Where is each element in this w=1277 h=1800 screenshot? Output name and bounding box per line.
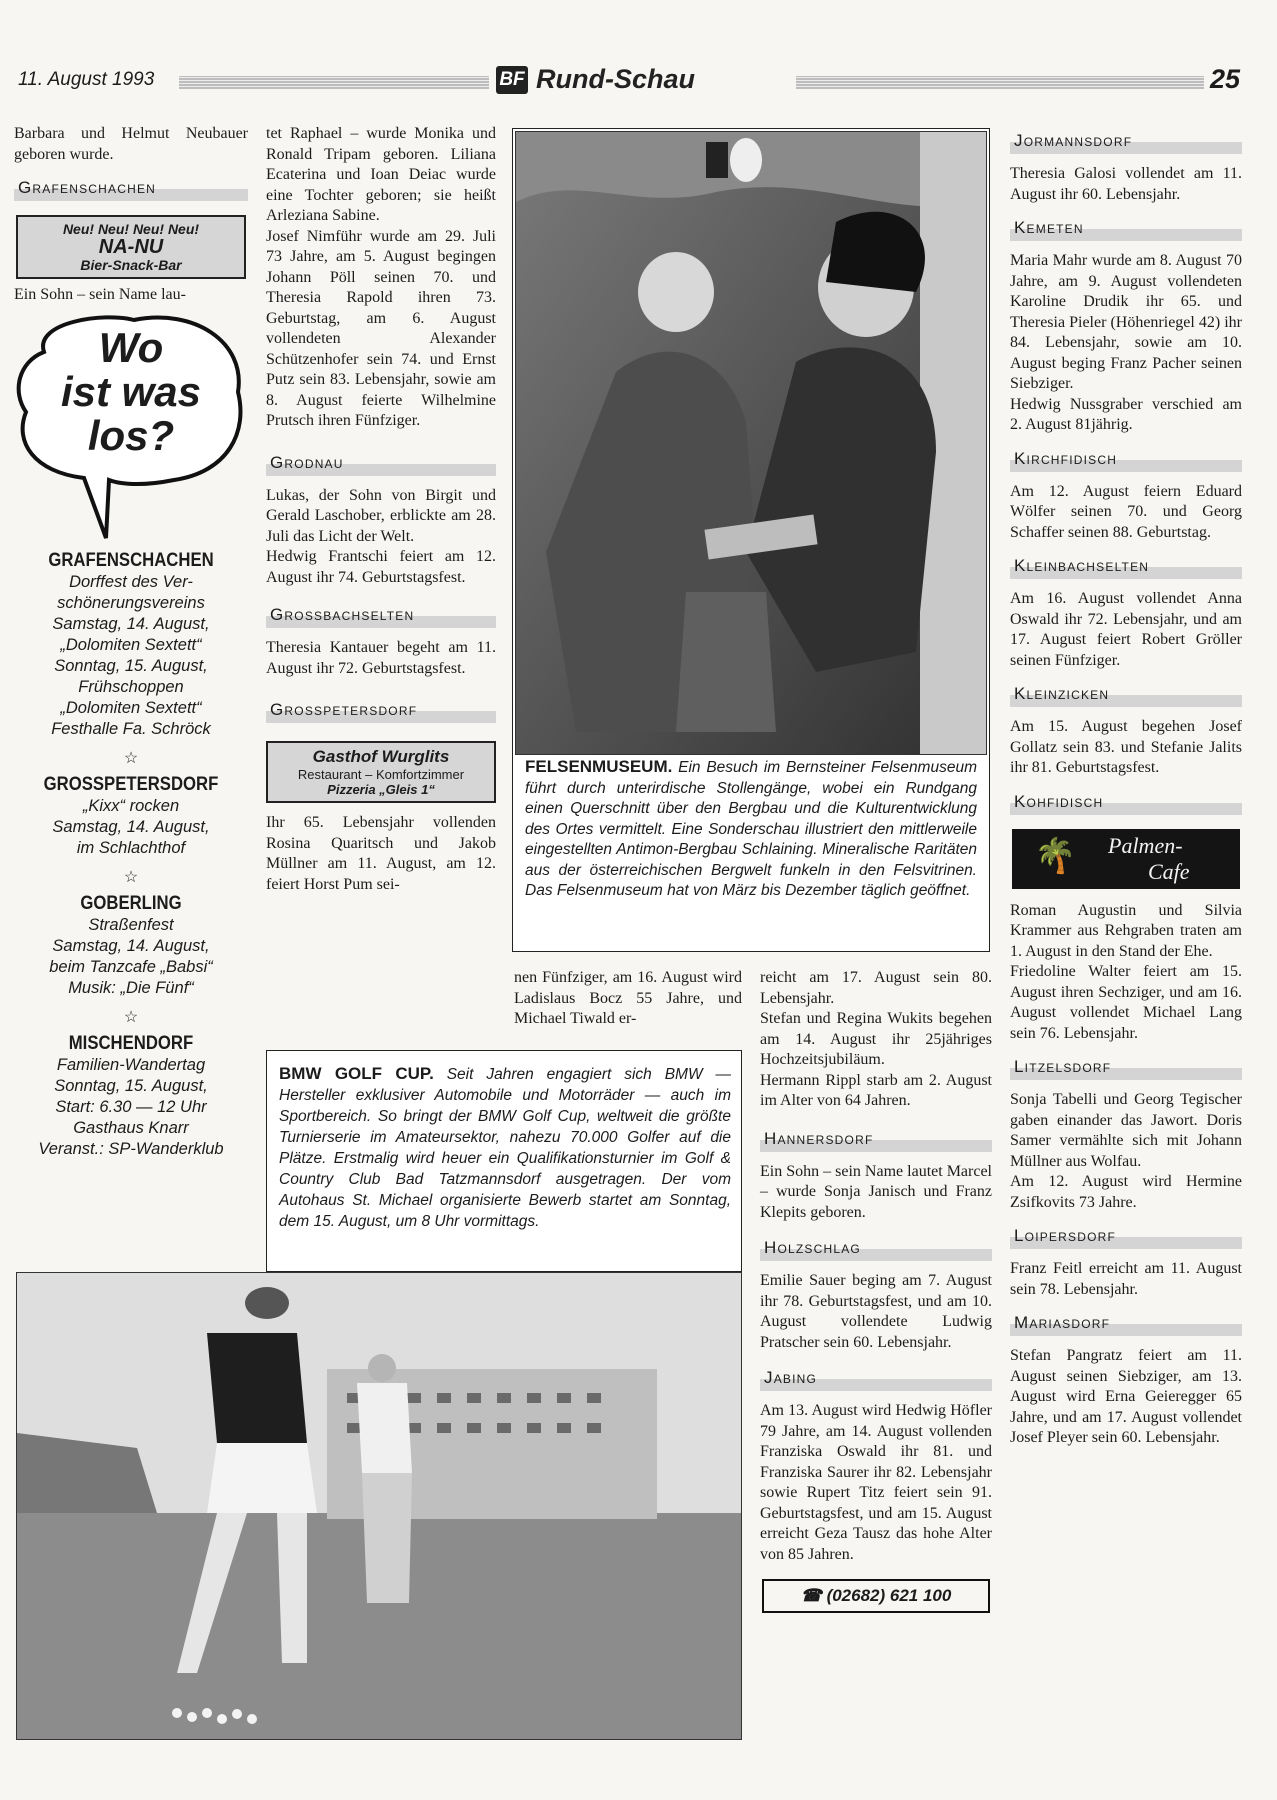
felsenmuseum-photo (515, 131, 987, 755)
golf-cup-box (266, 1050, 742, 1272)
heading-kirchfidisch: Kirchfidisch (1010, 446, 1242, 472)
event-line: im Schlachthof (76, 838, 186, 857)
event-line: Familien-Wandertag (56, 1055, 206, 1074)
ad-wurglits-line2: Restaurant – Komfortzimmer (297, 767, 465, 782)
issue-date: 11. August 1993 (18, 69, 155, 90)
ad-palmen-cafe (1012, 829, 1240, 889)
ad-palmen-line1: Palmen- (1108, 832, 1183, 858)
logo-badge: BF (496, 66, 528, 94)
jabing-p: Am 13. August wird Hedwig Höfler 79 Jahre, am 14. August vollenden Franziska Oswald ihr 81. und Franziska Saurer ihr 82. Lebensjahr sowie Rupert Titz feiert sein 91. Geburtstagsfest, und am 15. August erreicht Geza Tausz das hohe Alter von 85 Jahren. (760, 1402, 992, 1563)
event-line: Sonntag, 15. August, (54, 656, 208, 675)
felsenmuseum-title: FELSENMUSEUM. (525, 757, 673, 776)
col2-p1: tet Raphael – wurde Monika und Ronald Tripam geboren. Liliana Ecaterina und Ioan Deiac wurde eine Tochter geboren; sie heißt Arleziana Sabine. (266, 125, 496, 224)
col2-p-after-ad: Ihr 65. Lebensjahr vollenden Rosina Quaritsch und Jakob Müllner am 11. August, am 12. feiert Horst Pum sei- (266, 814, 496, 893)
heading-grosspetersdorf: Grosspetersdorf (266, 697, 496, 723)
heading-kleinzicken: Kleinzicken (1010, 681, 1242, 707)
col4-p1: reicht am 17. August sein 80. Lebensjahr. (760, 969, 992, 1007)
event-line: Straßenfest (88, 915, 174, 934)
col1-text-after-ad: Ein Sohn – sein Name lau- (14, 286, 186, 303)
golf-cup-title: BMW GOLF CUP. (279, 1064, 434, 1083)
event-line: beim Tanzcafe „Babsi“ (49, 957, 213, 976)
phone-box (762, 1579, 990, 1613)
event-line: Dorffest des Ver- (69, 572, 193, 591)
heading-litzelsdorf: Litzelsdorf (1010, 1054, 1242, 1080)
grodnau-p2: Hedwig Frantschi feiert am 12. August ihr 74. Geburtstagsfest. (266, 548, 496, 586)
header-logo (496, 64, 796, 98)
felsenmuseum-caption (525, 757, 977, 902)
heading-jabing: Jabing (760, 1365, 992, 1391)
page-header (14, 64, 1241, 96)
ad-na-nu (16, 215, 246, 279)
jormannsdorf-p: Theresia Galosi vollendet am 11. August ihr 60. Lebensjahr. (1010, 165, 1242, 203)
col4-p3: Hermann Rippl starb am 2. August im Alter von 64 Jahren. (760, 1071, 992, 1109)
heading-hannersdorf: Hannersdorf (760, 1126, 992, 1152)
event-line: Musik: „Die Fünf“ (68, 978, 194, 997)
event-line: schönerungsvereins (57, 593, 205, 612)
bubble-line1: Wo (98, 323, 164, 371)
col3-continuation: nen Fünfziger, am 16. August wird Ladislaus Bocz 55 Jahre, und Michael Tiwald er- (514, 969, 742, 1027)
heading-grafenschachen: Grafenschachen (14, 175, 248, 201)
event-line: „Dolomiten Sextett“ (60, 698, 202, 717)
ad-na-nu-line3: Bier-Snack-Bar (80, 257, 182, 273)
column-4 (760, 968, 992, 1613)
hannersdorf-p: Ein Sohn – sein Name lautet Marcel – wurde Sonja Janisch und Franz Klepits geboren. (760, 1162, 992, 1221)
event-place: GROSSPETERSDORF (43, 773, 219, 795)
event-line: Start: 6.30 — 12 Uhr (55, 1097, 207, 1116)
golf-photo (16, 1272, 742, 1740)
event-grosspetersdorf (14, 774, 248, 859)
event-line: Festhalle Fa. Schröck (51, 719, 211, 738)
star-separator: ☆ (123, 868, 139, 886)
heading-kohfidisch: Kohfidisch (1010, 789, 1242, 815)
star-separator: ☆ (123, 749, 139, 767)
heading-grossbachselten: Grossbachselten (266, 602, 496, 628)
holzschlag-p: Emilie Sauer beging am 7. August ihr 78. Geburtstagsfest, und am 10. August vollendete Ludwig Pratscher sein 60. Lebensjahr. (760, 1272, 992, 1351)
section-title: Rund-Schau (536, 64, 695, 94)
ad-wurglits-line1: Gasthof Wurglits (312, 747, 450, 766)
ad-na-nu-line2: NA-NU (98, 236, 164, 258)
event-list (14, 550, 248, 1160)
header-rule-left (179, 76, 489, 89)
event-grafenschachen (14, 550, 248, 740)
column-1 (14, 124, 248, 1160)
litzelsdorf-p1: Sonja Tabelli und Georg Tegischer gaben einander das Jawort. Doris Samer vermählte sich mit Johann Müllner aus Wolfau. (1010, 1091, 1242, 1170)
heading-loipersdorf: Loipersdorf (1010, 1223, 1242, 1249)
golf-image (17, 1273, 741, 1739)
star-separator: ☆ (123, 1008, 139, 1026)
col1-intro: Barbara und Helmut Neubauer geboren wurde. (14, 125, 248, 163)
event-line: „Dolomiten Sextett“ (60, 635, 202, 654)
kirchfidisch-p: Am 12. August feiern Eduard Wölfer seinen 70. und Georg Schaffer seinen 88. Geburtstag. (1010, 482, 1242, 541)
kohfidisch-p1: Roman Augustin und Silvia Krammer aus Rehgraben traten am 1. August in den Stand der Ehe. (1010, 901, 1242, 960)
kleinbachselten-p: Am 16. August vollendet Anna Oswald ihr 72. Lebensjahr, und am 17. August feiert Robert Gröller seinen Fünfziger. (1010, 590, 1242, 669)
heading-holzschlag: Holzschlag (760, 1235, 992, 1261)
loipersdorf-p: Franz Feitl erreicht am 11. August sein 78. Lebensjahr. (1010, 1260, 1242, 1298)
heading-kemeten: Kemeten (1010, 215, 1242, 241)
grodnau-p1: Lukas, der Sohn von Birgit und Gerald Laschober, erblickte am 28. Juli das Licht der Welt. (266, 486, 496, 545)
ad-palmen-line2: Cafe (1148, 858, 1190, 884)
ad-na-nu-line1: Neu! Neu! Neu! Neu! (62, 221, 200, 237)
column-5 (1010, 128, 1242, 1449)
palm-icon: 🌴 (1034, 837, 1077, 875)
kemeten-p2: Hedwig Nussgraber verschied am 2. August 81jährig. (1010, 395, 1242, 433)
event-mischendorf (14, 1033, 248, 1160)
event-line: Samstag, 14. August, (52, 614, 210, 633)
felsenmuseum-text: Ein Besuch im Bernsteiner Felsenmuseum führt durch unterirdische Stollengänge, wobei ein Rundgang einen Querschnitt über den Bergbau und die Kulturentwicklung des Ortes vermittelt. Eine Sonderschau illustriert den mittlerweile eingestellten Antimon-Bergbau Schlaining. Mineralische Raritäten aus der österreichischen Bergwelt funkeln in den Felsvitrinen. Das Felsenmuseum hat von März bis Dezember täglich geöffnet. (525, 759, 977, 899)
heading-jormannsdorf: Jormannsdorf (1010, 128, 1242, 154)
felsenmuseum-box (512, 128, 990, 952)
col4-p2: Stefan und Regina Wukits begehen am 14. August ihr 25jähriges Hochzeitsjubiläum. (760, 1010, 992, 1068)
litzelsdorf-p2: Am 12. August wird Hermine Zsifkovits 73 Jahre. (1010, 1173, 1242, 1211)
ad-wurglits-line3: Pizzeria „Gleis 1“ (327, 782, 435, 797)
ad-gasthof-wurglits (266, 741, 496, 803)
column-2 (266, 124, 496, 895)
heading-kleinbachselten: Kleinbachselten (1010, 553, 1242, 579)
event-line: Sonntag, 15. August, (54, 1076, 208, 1095)
col2-p2: Josef Nimführ wurde am 29. Juli 73 Jahre, am 5. August begingen Johann Pöll seinen 70. und Theresia Rapold ihren 73. Geburtstag, am 6. August vollendeten Alexander Schützenhofer sein 74. und Ernst Putz sein 83. Lebensjahr, sowie am 8. August feierte Wilhelmine Prutsch ihren Fünfziger. (266, 227, 496, 429)
event-place: GOBERLING (80, 892, 182, 914)
event-line: Samstag, 14. August, (52, 817, 210, 836)
phone-icon: ☎ (800, 1586, 822, 1605)
golf-cup-caption (279, 1063, 731, 1232)
golf-cup-text: Seit Jahren engagiert sich BMW — Hersteller exklusiver Automobile und Motorräder — auch im Sportbereich. So bringt der BMW Golf Cup, weltweit die größte Turnierserie im Amateursektor, nahezu 70.000 Golfer auf die Plätze. Erstmalig wird heuer ein Qualifikationsturnier im Golf & Country Club Bad Tatzmannsdorf ausgetragen. Der vom Autohaus St. Michael organisierte Bewerb startet am Sonntag, dem 15. August, um 8 Uhr vormittags. (279, 1066, 731, 1230)
kohfidisch-p2: Friedoline Walter feiert am 15. August ihren Sechziger, und am 16. August vollendet Michael Lang sein 76. Lebensjahr. (1010, 963, 1242, 1042)
mariasdorf-p: Stefan Pangratz feiert am 11. August seinen Siebziger, am 13. August wird Erna Geieregger 65 Jahre, und am 17. August vollendet Josef Pleyer sein 60. Lebensjahr. (1010, 1347, 1242, 1446)
kleinzicken-p: Am 15. August begehen Josef Gollatz sein 83. und Stefanie Jalits ihr 81. Geburtstagsfest. (1010, 718, 1242, 776)
event-line: Samstag, 14. August, (52, 936, 210, 955)
page-number: 25 (1210, 64, 1241, 94)
felsenmuseum-image (516, 132, 986, 754)
speech-bubble (14, 312, 248, 542)
heading-grodnau: Grodnau (266, 450, 496, 476)
grossbachselten-p: Theresia Kantauer begeht am 11. August ihr 72. Geburtstagsfest. (266, 639, 496, 677)
kemeten-p1: Maria Mahr wurde am 8. August 70 Jahre, am 9. August vollendeten Karoline Drudik ihr 65. und Theresia Pieler (Höhenriegel 42) ihr 84. Lebensjahr, sowie am 10. August beging Franz Pacher seinen Siebziger. (1010, 252, 1242, 392)
event-line: Veranst.: SP-Wanderklub (38, 1139, 224, 1158)
bubble-line3: los? (87, 411, 175, 459)
event-place: MISCHENDORF (68, 1032, 194, 1054)
event-place: GRAFENSCHACHEN (48, 549, 214, 571)
heading-mariasdorf: Mariasdorf (1010, 1310, 1242, 1336)
bubble-line2: ist was (60, 367, 202, 415)
event-goberling (14, 893, 248, 999)
phone-number: (02682) 621 100 (826, 1586, 952, 1605)
event-line: „Kixx“ rocken (82, 796, 180, 815)
event-line: Gasthaus Knarr (73, 1118, 189, 1137)
header-rule-right (796, 76, 1204, 89)
event-line: Frühschoppen (78, 677, 184, 696)
